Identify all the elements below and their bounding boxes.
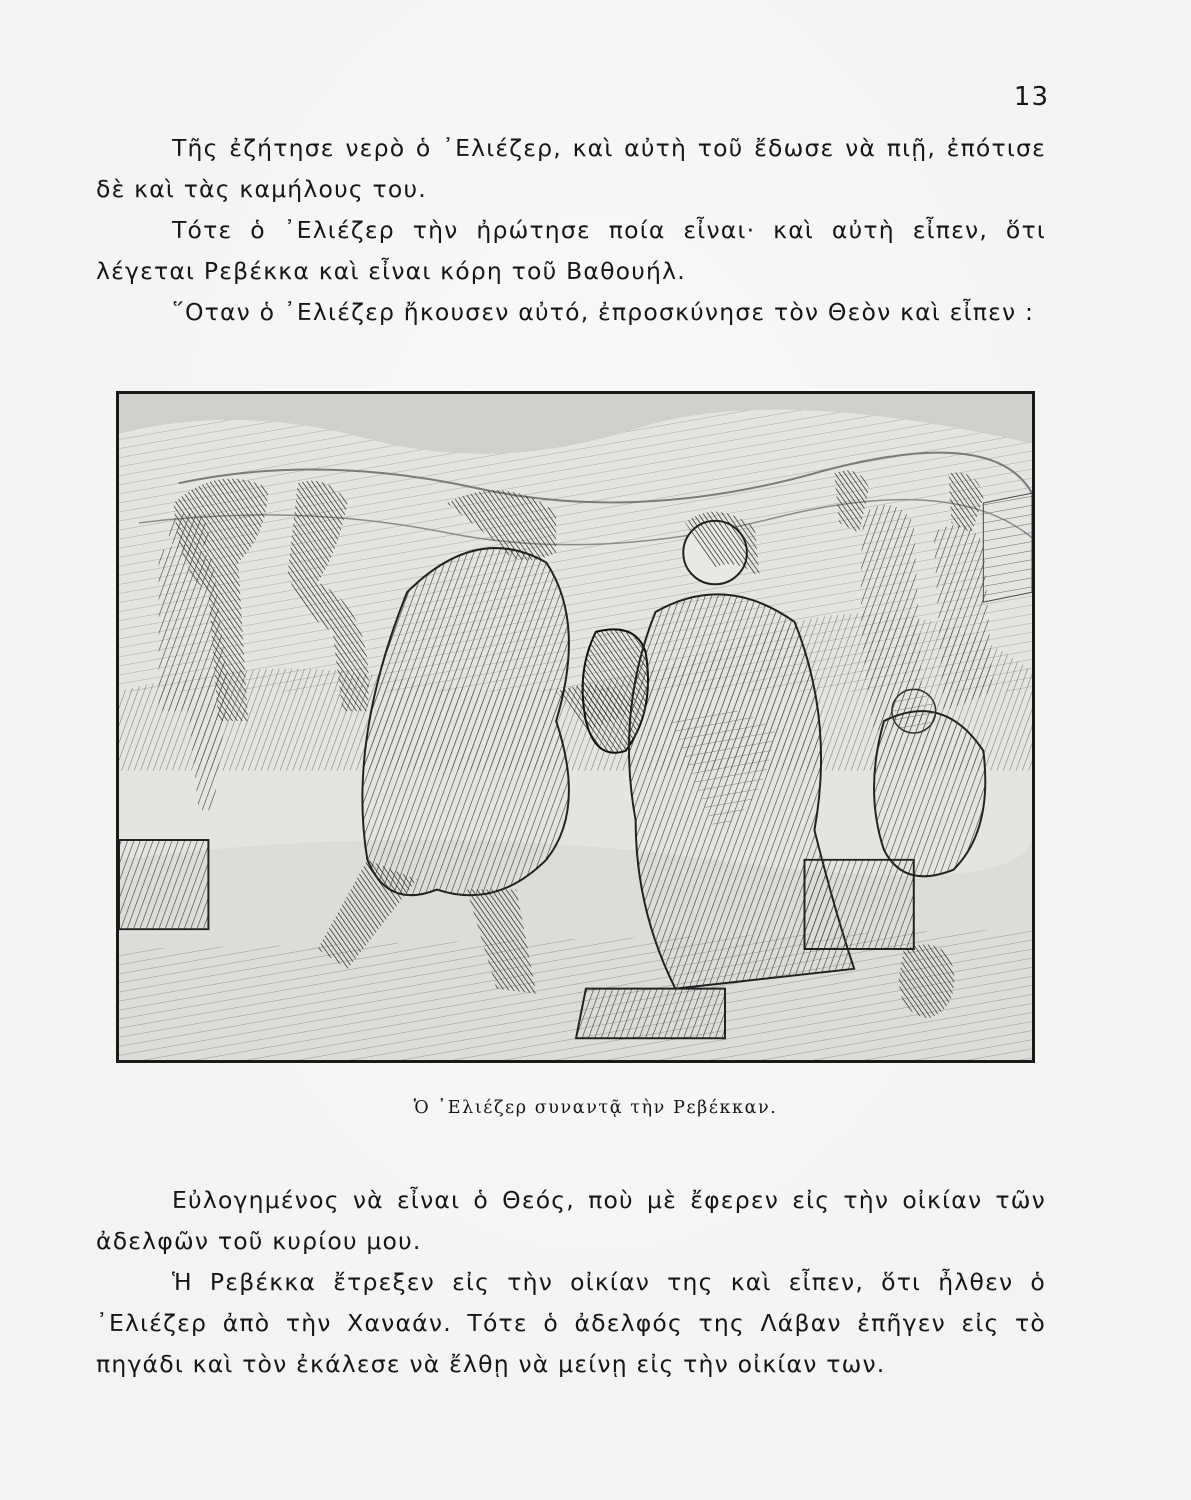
- page-number: 13: [1013, 82, 1049, 112]
- engraving-illustration: [116, 391, 1035, 1063]
- paragraph: Τότε ὁ ᾿Ελιέζερ τὴν ἠρώτησε ποία εἶναι· καὶ αὐτὴ εἶπεν, ὅτι λέγεται Ρεβέκκα καὶ εἶναι κόρη τοῦ Βαθουήλ.: [96, 216, 1046, 285]
- text-top: [96, 128, 1046, 333]
- paragraph: Τῆς ἐζήτησε νερὸ ὁ ᾿Ελιέζερ, καὶ αὐτὴ τοῦ ἔδωσε νὰ πιῇ, ἐπότισε δὲ καὶ τὰς καμήλους του.: [96, 134, 1046, 203]
- text-bottom: [96, 1180, 1046, 1385]
- illustration-caption: Ὁ ᾿Ελιέζερ συναντᾷ τὴν Ρεβέκκαν.: [413, 1098, 778, 1118]
- paragraph: Εὐλογημένος νὰ εἶναι ὁ Θεός, ποὺ μὲ ἔφερεν εἰς τὴν οἰκίαν τῶν ἀδελφῶν τοῦ κυρίου μου.: [96, 1186, 1046, 1255]
- paragraph: Ἡ Ρεβέκκα ἔτρεξεν εἰς τὴν οἰκίαν της καὶ εἶπεν, ὅτι ἦλθεν ὁ ᾿Ελιέζερ ἀπὸ τὴν Χαναάν. Τότε ὁ ἀδελφός της Λάβαν ἐπῆγεν εἰς τὸ πηγάδι καὶ τὸν ἐκάλεσε νὰ ἔλθῃ νὰ μείνῃ εἰς τὴν οἰκίαν των.: [96, 1268, 1046, 1378]
- paragraph: ῞Οταν ὁ ᾿Ελιέζερ ἤκουσεν αὐτό, ἐπροσκύνησε τὸν Θεὸν καὶ εἶπεν :: [172, 298, 1035, 326]
- eliezer-rebekah-engraving: [119, 394, 1032, 1060]
